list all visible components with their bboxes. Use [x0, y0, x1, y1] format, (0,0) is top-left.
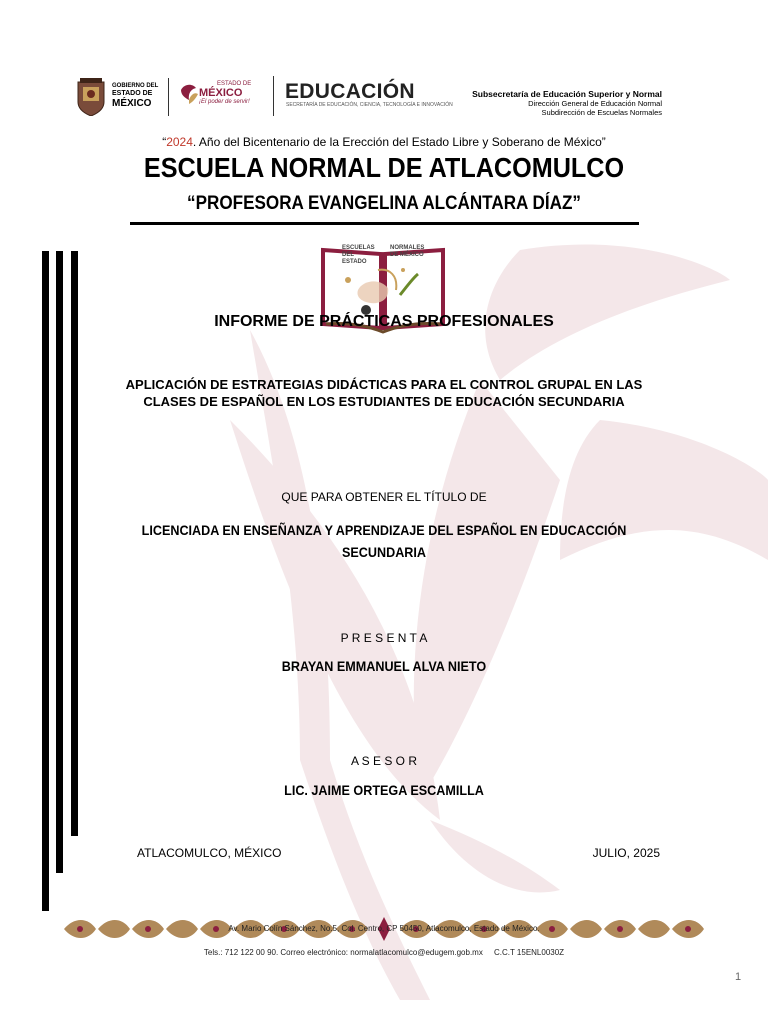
date: JULIO, 2025 [592, 846, 660, 860]
footer-address: Av. Mario Colín Sánchez, No.5, Col. Centro, CP 50450, Atlacomulco, Estado de México. [228, 924, 540, 933]
page-number: 1 [735, 971, 742, 983]
educacion-logo: EDUCACIÓN [285, 80, 415, 103]
author-name: BRAYAN EMMANUEL ALVA NIETO [281, 658, 487, 674]
seal-left-text: ESCUELAS DEL ESTADO [342, 245, 375, 265]
presenta-label: P R E S E N T A [340, 631, 428, 645]
seal-right-text: NORMALES DE MÉXICO [390, 245, 425, 258]
degree-title: LICENCIADA EN ENSEÑANZA Y APRENDIZAJE DEL ESPAÑOL EN EDUCACCIÓN SECUNDARIA [141, 522, 627, 560]
edomex-brand: ESTADO DE MÉXICO ¡El poder de servir! [199, 81, 252, 105]
header-divider-2 [273, 76, 274, 116]
degree-purpose: QUE PARA OBTENER EL TÍTULO DE [281, 490, 487, 504]
school-name: ESCUELA NORMAL DE ATLACOMULCO [143, 152, 625, 183]
document-type: INFORME DE PRÁCTICAS PROFESIONALES [214, 313, 554, 330]
state-coat-of-arms-icon [74, 76, 108, 116]
state-government-label: GOBIERNO DEL ESTADO DE MÉXICO [112, 83, 159, 109]
edomex-logo-icon [178, 80, 200, 108]
footer-contact: Tels.: 712 122 00 90. Correo electrónico: normalatlacomulco@edugem.gob.mx C.C.T 15ENL0030Z [203, 948, 565, 957]
year-dedication: “2024. Año del Bicentenario de la Erección del Estado Libre y Soberano de México” [162, 135, 606, 149]
left-bar-1 [42, 251, 49, 911]
thesis-title: APLICACIÓN DE ESTRATEGIAS DIDÁCTICAS PARA EL CONTROL GRUPAL EN LAS CLASES DE ESPAÑOL EN LOS ESTUDIANTES DE EDUCACIÓN SECUNDARIA [125, 377, 643, 409]
school-subtitle: “PROFESORA EVANGELINA ALCÁNTARA DÍAZ” [187, 193, 581, 214]
educacion-sub: SECRETARÍA DE EDUCACIÓN, CIENCIA, TECNOLOGÍA E INNOVACIÓN [286, 102, 453, 108]
subsecretaria-block: Subsecretaría de Educación Superior y Normal Dirección General de Educación Normal Subdirección de Escuelas Normales [472, 89, 662, 117]
title-underline [130, 222, 639, 225]
year-highlight: 2024 [166, 135, 193, 149]
asesor-label: A S E S O R [350, 754, 418, 768]
place: ATLACOMULCO, MÉXICO [137, 846, 282, 860]
advisor-name: LIC. JAIME ORTEGA ESCAMILLA [284, 782, 484, 798]
header-divider-1 [168, 78, 169, 116]
